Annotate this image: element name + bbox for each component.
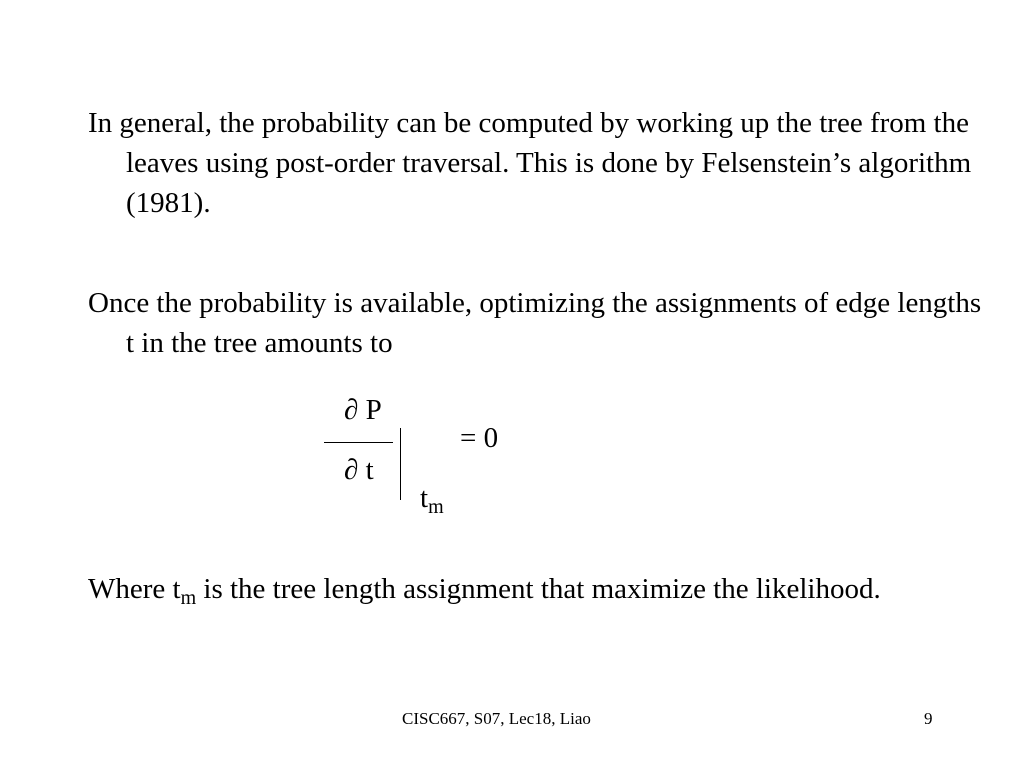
paragraph-optimization: Once the probability is available, optimizing the assignments of edge lengths t in the tree amounts to [88, 287, 982, 359]
equation-numerator: ∂ P [344, 394, 382, 426]
equation-denominator: ∂ t [344, 454, 374, 486]
evaluation-variable: t [420, 482, 429, 514]
paragraph-where-tm [88, 569, 986, 609]
where-text-start: Where t [88, 573, 181, 605]
where-text-end: is the tree length assignment that maximize the likelihood. [196, 573, 881, 605]
evaluation-point [420, 482, 444, 518]
where-subscript: m [180, 587, 197, 609]
evaluation-subscript: m [428, 496, 444, 518]
evaluation-bar [400, 428, 401, 500]
paragraph-felsenstein: In general, the probability can be computed by working up the tree from the leaves using post-order traversal. This is done by Felsenstein’s algorithm (1981). [88, 107, 972, 219]
fraction-line [324, 442, 393, 443]
equation-equals-zero: = 0 [460, 422, 499, 454]
footer-course-label: CISC667, S07, Lec18, Liao [402, 709, 591, 728]
page-number: 9 [924, 709, 933, 728]
